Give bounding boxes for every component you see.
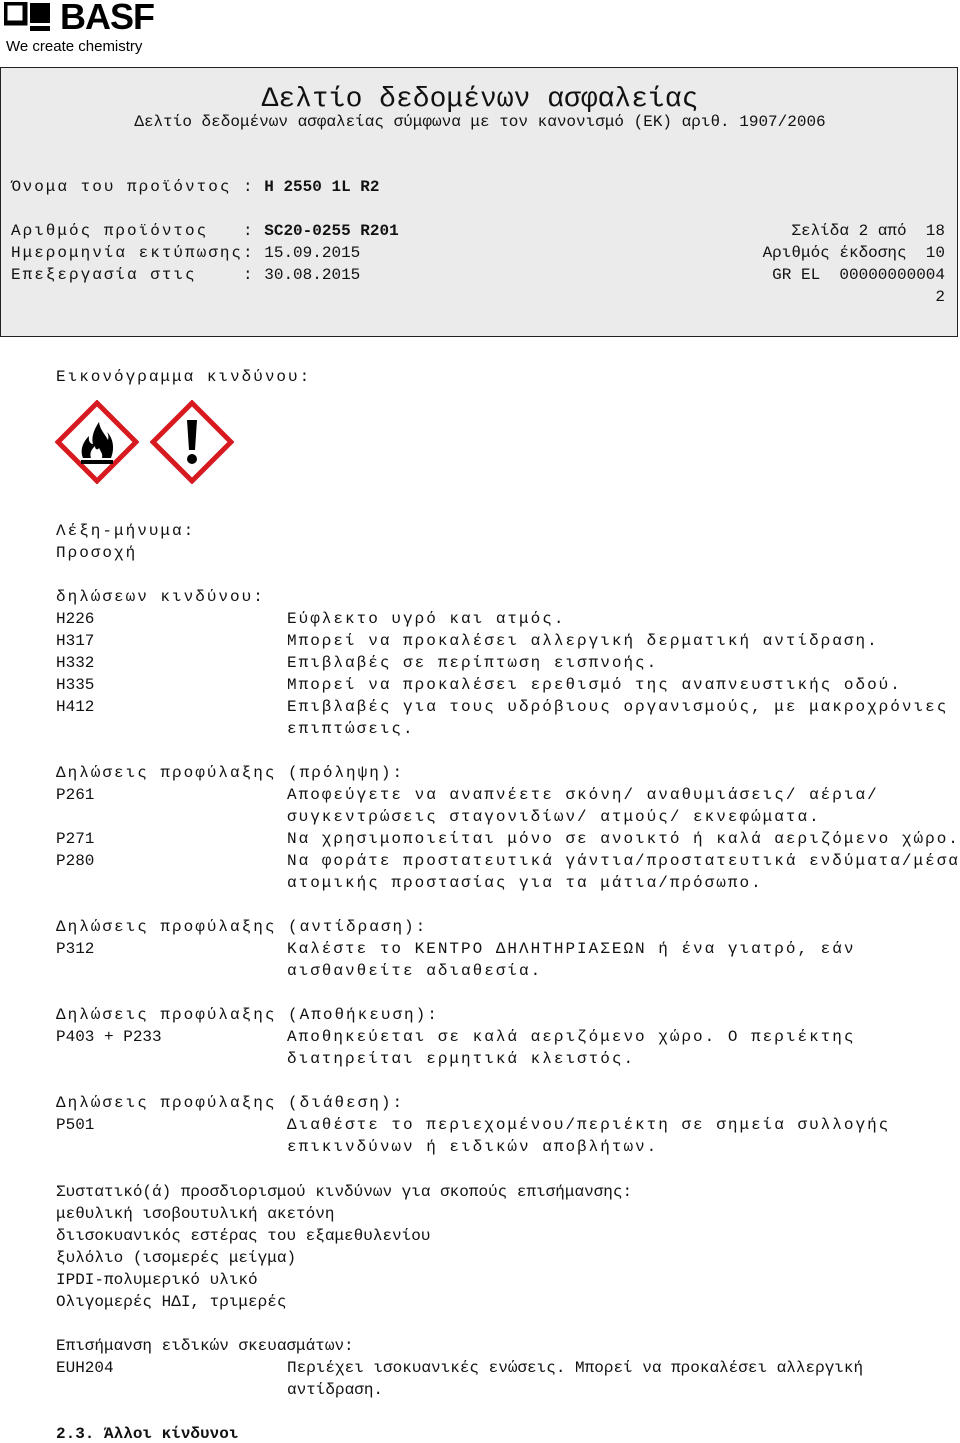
document-title: Δελτίο δεδομένων ασφαλείας: [261, 84, 699, 115]
version-number: Αριθμός έκδοσης 10: [762, 244, 945, 262]
precaution-code: P280: [56, 852, 95, 870]
precaution-text: Καλέστε το ΚΕΝΤΡΟ ΔΗΛΗΤΗΡΙΑΣΕΩΝ ή ένα γιατρό, εάν: [287, 940, 856, 958]
brand-name: BASF: [60, 0, 154, 37]
precaution-text: Αποφεύγετε να αναπνέετε σκόνη/ αναθυμιάσεις/ αέρια/: [287, 786, 879, 804]
print-date-line: [11, 244, 360, 262]
precaution-text-continued: ατομικής προστασίας για τα μάτια/πρόσωπο.: [287, 874, 763, 892]
hazard-statements-label: δηλώσεων κινδύνου:: [56, 588, 265, 606]
special-code: EUH204: [56, 1359, 114, 1377]
document-code-suffix: 2: [935, 288, 945, 306]
signal-word: Προσοχή: [56, 544, 138, 562]
precaution-code: P271: [56, 830, 95, 848]
document-code: GR EL 00000000004: [772, 266, 945, 284]
page-number: Σελίδα 2 από 18: [791, 222, 945, 240]
precaution-text: Να χρησιμοποιείται μόνο σε ανοικτό ή καλά αεριζόμενο χώρο.: [287, 830, 960, 848]
precaution-code: P261: [56, 786, 95, 804]
disposal-label: Δηλώσεις προφύλαξης (διάθεση):: [56, 1094, 405, 1112]
special-labelling-label: Επισήμανση ειδικών σκευασμάτων:: [56, 1337, 354, 1355]
hazard-code: H335: [56, 676, 95, 694]
hazard-code: H412: [56, 698, 95, 716]
hazard-text: Μπορεί να προκαλέσει ερεθισμό της αναπνευστικής οδού.: [287, 676, 902, 694]
precaution-text: Αποθηκεύεται σε καλά αεριζόμενο χώρο. Ο περιέκτης: [287, 1028, 856, 1046]
response-label: Δηλώσεις προφύλαξης (αντίδραση):: [56, 918, 428, 936]
exclamation-mark-icon: [150, 400, 234, 484]
precaution-text-continued: διατηρείται ερμητικά κλειστός.: [287, 1050, 636, 1068]
next-section-heading: 2.3. Άλλοι κίνδυνοι: [56, 1425, 239, 1443]
flame-icon: [55, 400, 139, 484]
precaution-text-continued: συγκεντρώσεις σταγονιδίων/ ατμούς/ εκνεφώματα.: [287, 808, 821, 826]
document-header: [0, 67, 958, 337]
precaution-code: P312: [56, 940, 95, 958]
precaution-text-continued: αισθανθείτε αδιαθεσία.: [287, 962, 543, 980]
component-item: μεθυλική ισοβουτυλική ακετόνη: [56, 1205, 335, 1223]
product-name-line: [11, 178, 379, 196]
print-date: 15.09.2015: [264, 244, 361, 262]
revision-line: [11, 266, 360, 284]
precaution-code: P501: [56, 1116, 95, 1134]
hazard-text: Εύφλεκτο υγρό και ατμός.: [287, 610, 566, 628]
revision-date: 30.08.2015: [264, 266, 361, 284]
basf-logo-mark-icon: [4, 2, 54, 32]
precaution-text: Διαθέστε το περιεχομένου/περιέκτη σε σημεία συλλογής: [287, 1116, 891, 1134]
hazard-code: H317: [56, 632, 95, 650]
product-number-line: [11, 222, 399, 240]
components-label: Συστατικό(ά) προσδιορισμού κινδύνων για σκοπούς επισήμανσης:: [56, 1183, 633, 1201]
hazard-text: Μπορεί να προκαλέσει αλλεργική δερματική αντίδραση.: [287, 632, 879, 650]
product-number: SC20-0255 R201: [264, 222, 399, 240]
prevention-label: Δηλώσεις προφύλαξης (πρόληψη):: [56, 764, 405, 782]
hazard-code: H332: [56, 654, 95, 672]
hazard-code: H226: [56, 610, 95, 628]
product-name: H 2550 1L R2: [264, 178, 380, 196]
brand-tagline: We create chemistry: [6, 38, 143, 55]
document-subtitle: Δελτίο δεδομένων ασφαλείας σύμφωνα με τον κανονισμό (ΕΚ) αριθ. 1907/2006: [134, 113, 826, 131]
product-name-label: Όνομα του προϊόντος :: [11, 178, 255, 196]
hazard-text: Επιβλαβές για τους υδρόβιους οργανισμούς, με μακροχρόνιες: [287, 698, 949, 716]
basf-logo: [4, 0, 204, 60]
special-text-continued: αντίδραση.: [287, 1381, 384, 1399]
component-item: διισοκυανικός εστέρας του εξαμεθυλενίου: [56, 1227, 431, 1245]
component-item: ξυλόλιο (ισομερές μείγμα): [56, 1249, 297, 1267]
product-number-label: Αριθμός προϊόντος :: [11, 222, 255, 240]
precaution-text: Να φοράτε προστατευτικά γάντια/προστατευτικά ενδύματα/μέσα: [287, 852, 960, 870]
component-item: Ολιγομερές HΔI, τριμερές: [56, 1293, 287, 1311]
signal-word-label: Λέξη-μήνυμα:: [56, 522, 196, 540]
precaution-text-continued: επικινδύνων ή ειδικών αποβλήτων.: [287, 1138, 659, 1156]
pictograms-label: Εικονόγραμμα κινδύνου:: [56, 368, 312, 386]
component-item: IPDI-πολυμερικό υλικό: [56, 1271, 258, 1289]
special-text: Περιέχει ισοκυανικές ενώσεις. Μπορεί να προκαλέσει αλλεργική: [287, 1359, 864, 1377]
precaution-code: P403 + P233: [56, 1028, 162, 1046]
print-date-label: Ημερομηνία εκτύπωσης:: [11, 244, 255, 262]
storage-label: Δηλώσεις προφύλαξης (Αποθήκευση):: [56, 1006, 439, 1024]
hazard-text: Επιβλαβές σε περίπτωση εισπνοής.: [287, 654, 659, 672]
revision-label: Επεξεργασία στις :: [11, 266, 255, 284]
hazard-text-continued: επιπτώσεις.: [287, 720, 415, 738]
